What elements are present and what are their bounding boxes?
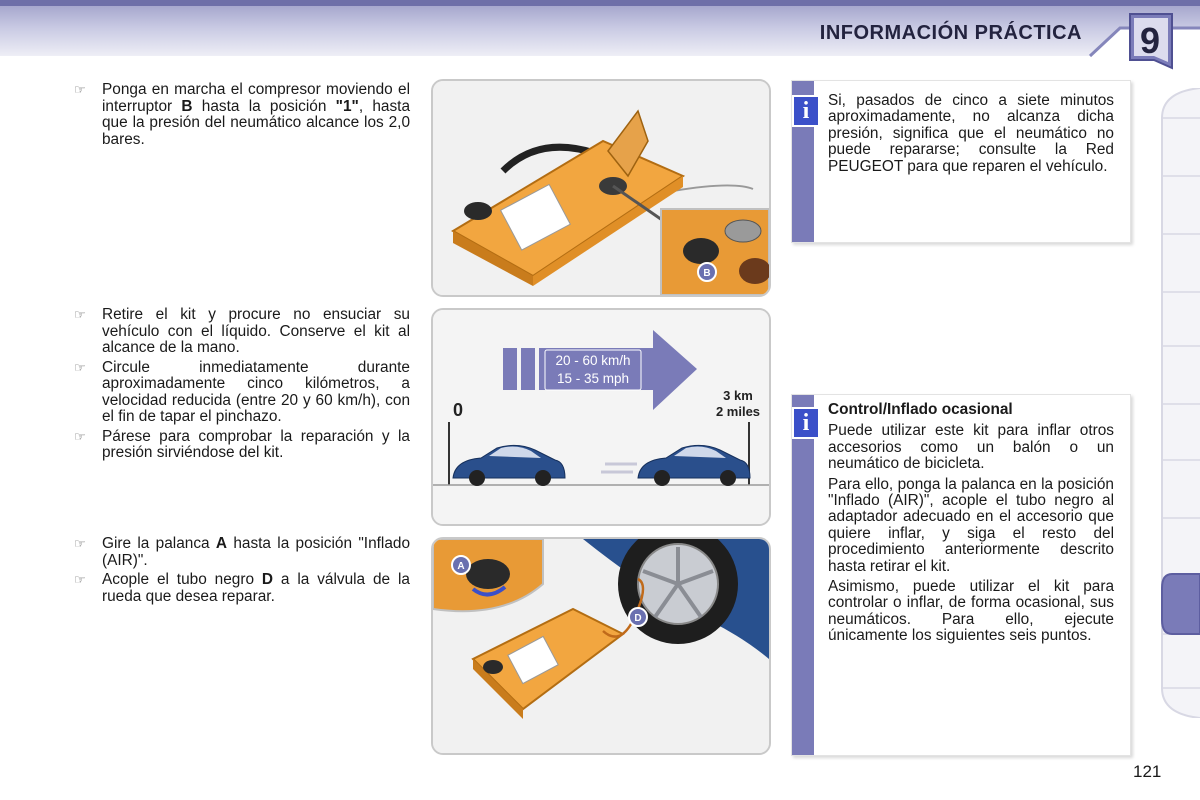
end-km-label: 3 km [723,388,753,403]
pointing-hand-icon: ☞ [74,82,86,97]
instruction-item: ☞ Circule inmediatamente durante aproximadamente cinco kilómetros, a velocidad reducida (entre 20 y 60 km/h), con el fin de tapar el pinchazo. [74,358,410,425]
pointing-hand-icon: ☞ [74,428,86,444]
chapter-tabs[interactable] [1158,88,1200,718]
info-box-paragraph: Para ello, ponga la palanca en la posición "Inflado (AIR)", acople el tubo negro al adaptador adecuado en el accesorio que quiere inflar, y siga el resto del procedimiento anteriormente descrito hasta retirar el kit. [828,475,1114,575]
info-icon: i [792,95,820,127]
info-box-paragraph: Puede utilizar este kit para inflar otros accesorios como un balón o un neumático de bicicleta. [828,422,1114,473]
info-icon: i [792,407,820,439]
info-box-text: Si, pasados de cinco a siete minutos aproximadamente, no alcanza dicha presión, significa que el neumático no puede repararse; consulte la Red PEUGEOT para que reparen el vehículo. [828,92,1114,175]
speed-kmh-label: 20 - 60 km/h [555,353,631,368]
chapter-title: INFORMACIÓN PRÁCTICA [819,22,1082,44]
instruction-item: ☞ Párese para comprobar la reparación y la presión sirviéndose del kit. [74,427,410,461]
info-box-occasional-inflation [791,394,1131,756]
figure-lever-tube [431,537,771,755]
instructions-block-2 [70,307,410,462]
figure-compressor-switch [431,79,771,297]
end-miles-label: 2 miles [715,404,761,419]
figure-drive-speed [431,308,771,526]
pointing-hand-icon: ☞ [74,307,86,322]
speed-mph-label: 15 - 35 mph [556,371,630,386]
info-box-paragraph: Asimismo, puede utilizar el kit para controlar o inflar, de forma ocasional, sus neumáticos. Para ello, ejecute únicamente los siguientes seis puntos. [828,578,1114,645]
instructions-block-3 [70,536,410,605]
callout-d-label: D [634,613,642,624]
callout-b-label: B [703,268,711,279]
info-box-content [828,402,1114,649]
info-box-bar [792,395,814,755]
pointing-hand-icon: ☞ [74,572,86,587]
instruction-item: ☞ Gire la palanca A hasta la posición "Inflado (AIR)". [74,535,411,569]
chapter-number-badge [1124,10,1176,72]
start-distance-label: 0 [453,400,464,420]
chapter-number: 9 [1139,20,1161,61]
info-box-pressure [791,80,1131,243]
pointing-hand-icon: ☞ [74,359,86,375]
callout-a-label: A [457,561,465,572]
page-number: 121 [1133,762,1162,781]
instruction-item: ☞ Ponga en marcha el compresor moviendo el interruptor B hasta la posición "1", hasta que la presión del neumático alcance los 2,0 bares. [74,81,411,148]
instruction-item: ☞ Acople el tubo negro D a la válvula de la rueda que desea reparar. [74,571,410,605]
info-box-title: Control/Inflado ocasional [828,401,1013,418]
instructions-block-1 [70,82,410,148]
instruction-item: ☞ Retire el kit y procure no ensuciar su vehículo con el líquido. Conserve el kit al alcance de la mano. [74,306,410,356]
pointing-hand-icon: ☞ [74,536,86,551]
